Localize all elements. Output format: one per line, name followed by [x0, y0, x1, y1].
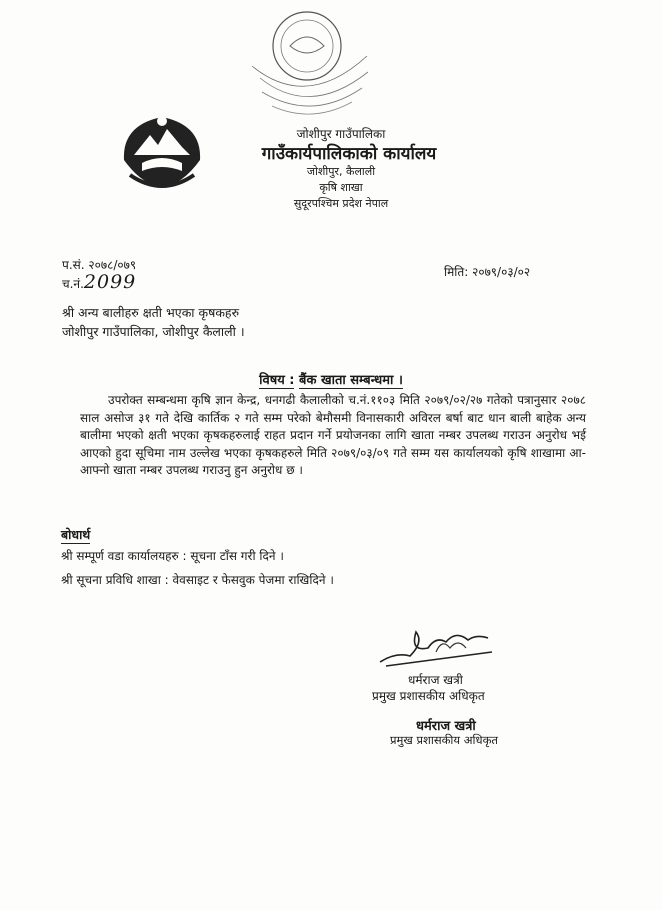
patra-sankhya: प.सं. २०७८/०७९: [62, 258, 137, 272]
letter-date: मिति: २०७९/०३/०२: [444, 265, 531, 279]
office-address: जोशीपुर, कैलाली: [306, 165, 376, 178]
signatory-name: धर्मराज खत्री: [408, 673, 463, 687]
branch-name: कृषि शाखा: [319, 181, 363, 194]
chalani-label: च.नं.: [62, 277, 84, 291]
recipient-line-1: श्री अन्य बालीहरु क्षती भएका कृषकहरु: [62, 305, 240, 320]
letter-body: उपरोक्त सम्बन्धमा कृषि ज्ञान केन्द्र, धनगढी कैलालीको च.नं.११०३ मिति २०७९/०२/२७ गतेको पत्रानुसार २०७८ साल असोज ३१ गते देखि कार्तिक २ गते सम्म परेको बेमौसमी विनासकारी अविरल बर्षा बाट धान बाली बाहेक अन्य बालीमा भएको क्षती भएका कृषकहरुलाई राहत प्रदान गर्ने प्रयोजनका लागि खाता नम्बर उपलब्ध गराउन अनुरोध भई आएको हुदा सूचिमा नाम उल्लेख भएका कृषकहरुले मिति २०७९/०३/०९ गते सम्म यस कार्यालयको कृषि शाखामा आ-आफ्नो खाता नम्बर उपलब्ध गराउनु हुन अनुरोध छ ।: [80, 393, 586, 477]
office-seal-stamp: [232, 6, 382, 124]
office-name: गाउँकार्यपालिकाको कार्यालय: [261, 144, 437, 164]
cc-item-it-section: श्री सूचना प्रविधि शाखा : वेवसाइट र फेसवुक पेजमा राखिदिने ।: [61, 573, 334, 587]
municipality-name: जोशीपुर गाउँपालिका: [296, 127, 386, 141]
cc-item-ward-offices: श्री सम्पूर्ण वडा कार्यालयहरु : सूचना टाँस गरी दिने ।: [61, 549, 284, 563]
chalani-number-line: [62, 271, 136, 293]
subject-text: बैंक खाता सम्बन्धमा ।: [299, 370, 403, 389]
stamp-title: प्रमुख प्रशासकीय अधिकृत: [390, 733, 498, 747]
province-name: सुदूरपश्चिम प्रदेश नेपाल: [293, 197, 389, 210]
chalani-number: 2099: [83, 271, 137, 293]
handwritten-signature-icon: [376, 622, 496, 670]
recipient-line-2: जोशीपुर गाउँपालिका, जोशीपुर कैलाली ।: [62, 324, 245, 339]
stamp-name: धर्मराज खत्री: [416, 719, 476, 734]
subject-label: विषय :: [259, 370, 294, 389]
signatory-title: प्रमुख प्रशासकीय अधिकृत: [372, 689, 485, 703]
bodhartha-heading: बोधार्थ: [61, 527, 91, 542]
subject-line: [0, 370, 662, 389]
